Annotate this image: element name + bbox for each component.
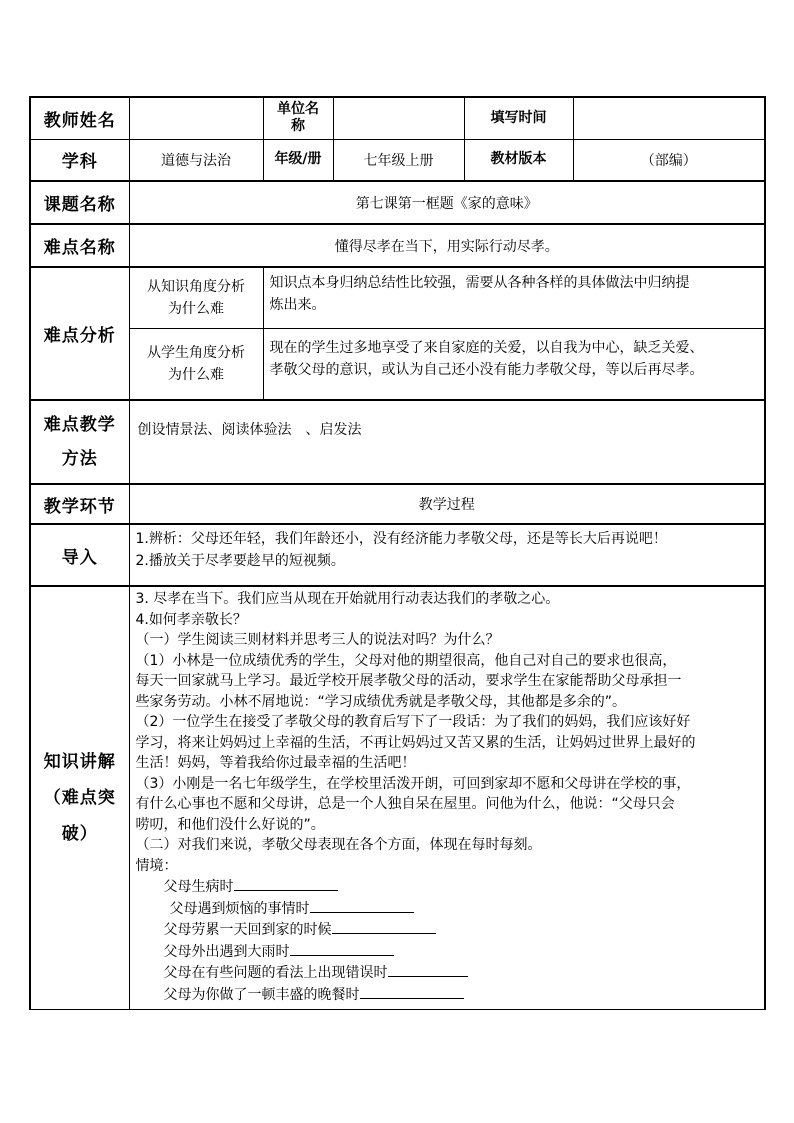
knowledge-angle-label-line2: 为什么难 xyxy=(168,300,224,317)
knowledge-content xyxy=(129,586,765,1010)
fill-time-value[interactable] xyxy=(573,97,765,139)
intro-row xyxy=(30,524,765,586)
scenario-text: 父母为你做了一顿丰盛的晚餐时 xyxy=(163,986,360,1003)
scenario-blank[interactable] xyxy=(310,898,414,913)
student-angle-line: 现在的学生过多地享受了来自家庭的关爱，以自我为中心，缺乏关爱、 xyxy=(269,339,704,356)
scenario-line xyxy=(136,941,759,963)
process-header-row xyxy=(30,484,765,524)
scenario-text: 父母生病时 xyxy=(163,879,234,895)
knowledge-row xyxy=(30,586,765,1010)
scenario-blank[interactable] xyxy=(290,941,394,956)
scenario-text: 父母在有些问题的看法上出现错误时 xyxy=(163,965,388,981)
analysis-knowledge-row xyxy=(30,267,765,328)
scenario-text: 父母遇到烦恼的事情时 xyxy=(169,900,310,917)
analysis-label: 难点分析 xyxy=(30,267,129,400)
intro-label: 导入 xyxy=(30,524,129,586)
knowledge-line: 生活！妈妈，等着我给你过最幸福的生活吧！ xyxy=(135,755,416,771)
knowledge-angle-line: 炼出来。 xyxy=(269,297,326,313)
difficulty-row xyxy=(30,224,765,267)
fill-time-label: 填写时间 xyxy=(464,97,573,139)
knowledge-angle-label xyxy=(129,267,263,328)
knowledge-line: 有什么心事也不愿和父母讲，总是一个人独自呆在屋里。问他为什么，他说：“父母只会 xyxy=(135,796,675,812)
process-label: 教学过程 xyxy=(129,484,765,524)
knowledge-line: 4.如何孝亲敬长？ xyxy=(135,611,247,628)
method-row xyxy=(30,400,765,484)
analysis-student-row xyxy=(30,328,765,400)
unit-name-label-line2: 称 xyxy=(291,118,305,135)
scenario-line xyxy=(136,984,759,1006)
topic-value: 第七课第一框题《家的意味》 xyxy=(129,181,765,224)
student-angle-label-line2: 为什么难 xyxy=(168,366,224,383)
method-label-line2: 方法 xyxy=(61,449,98,469)
subject-value: 道德与法治 xyxy=(129,139,263,181)
knowledge-line: 唠叨，和他们没什么好说的”。 xyxy=(135,816,325,833)
scenario-blank[interactable] xyxy=(332,919,436,934)
teacher-name-label: 教师姓名 xyxy=(30,97,129,139)
method-value: 创设情景法、阅读体验法 、启发法 xyxy=(129,400,765,484)
difficulty-label: 难点名称 xyxy=(30,224,129,267)
knowledge-line: 情境： xyxy=(135,857,178,874)
knowledge-line: （二）对我们来说，孝敬父母表现在各个方面，体现在每时每刻。 xyxy=(135,837,542,853)
knowledge-label xyxy=(30,586,129,1010)
difficulty-value: 懂得尽孝在当下，用实际行动尽孝。 xyxy=(129,224,765,267)
knowledge-angle-label-line1: 从知识角度分析 xyxy=(147,278,245,295)
knowledge-line: （一）学生阅读三则材料并思考三人的说法对吗？为什么？ xyxy=(135,632,500,648)
scenario-text: 父母外出遇到大雨时 xyxy=(163,943,290,960)
subject-label: 学科 xyxy=(30,139,129,181)
subject-row xyxy=(30,139,765,181)
knowledge-line: 些家务劳动。小林不屑地说：“学习成绩优秀就是孝敬父母，其他都是多余的”。 xyxy=(135,693,627,710)
knowledge-line: 每天一回家就马上学习。最近学校开展孝敬父母的活动，要求学生在家能帮助父母承担一 xyxy=(135,673,682,689)
unit-name-label-line1: 单位名 xyxy=(277,101,319,118)
teacher-name-value[interactable] xyxy=(129,97,263,139)
scenario-blank[interactable] xyxy=(388,962,468,977)
intro-line: 2.播放关于尽孝要趁早的短视频。 xyxy=(135,553,345,569)
edition-value: （部编） xyxy=(573,139,765,181)
knowledge-line: 学习，将来让妈妈过上幸福的生活，不再让妈妈过又苦又累的生活，让妈妈过世界上最好的 xyxy=(135,734,696,751)
knowledge-line: （2）一位学生在接受了孝敬父母的教育后写下了一段话：为了我们的妈妈，我们应该好好 xyxy=(135,714,691,730)
knowledge-line: 3. 尽孝在当下。我们应当从现在开始就用行动表达我们的孝敬之心。 xyxy=(135,591,560,607)
method-label-line1: 难点教学 xyxy=(43,415,116,435)
unit-name-value[interactable] xyxy=(333,97,464,139)
lesson-plan-table xyxy=(29,96,766,1010)
knowledge-label-line2: （难点突 xyxy=(43,788,116,808)
knowledge-label-line3: 破） xyxy=(61,824,98,844)
scenario-blank[interactable] xyxy=(360,984,464,999)
knowledge-line: （1）小林是一位成绩优秀的学生，父母对他的期望很高，他自己对自己的要求也很高， xyxy=(135,652,677,669)
knowledge-angle-line: 知识点本身归纳总结性比较强，需要从各种各样的具体做法中归纳提 xyxy=(269,275,690,291)
scenario-blank[interactable] xyxy=(234,876,338,891)
unit-name-label xyxy=(263,97,333,139)
student-angle-text xyxy=(263,328,765,400)
student-angle-label-line1: 从学生角度分析 xyxy=(147,344,245,361)
topic-label: 课题名称 xyxy=(30,181,129,224)
scenario-text: 父母劳累一天回到家的时候 xyxy=(163,922,332,938)
knowledge-label-line1: 知识讲解 xyxy=(43,752,116,772)
grade-label: 年级/册 xyxy=(263,139,333,181)
scenario-line xyxy=(136,898,759,920)
student-angle-label xyxy=(129,328,263,400)
scenario-line xyxy=(136,876,759,898)
knowledge-angle-text xyxy=(263,267,765,328)
intro-line: 1.辨析：父母还年轻，我们年龄还小，没有经济能力孝敬父母，还是等长大后再说吧！ xyxy=(135,531,667,547)
scenario-line xyxy=(136,962,759,984)
grade-value: 七年级上册 xyxy=(333,139,464,181)
teacher-row xyxy=(30,97,765,139)
edition-label: 教材版本 xyxy=(464,139,573,181)
intro-content xyxy=(129,524,765,586)
scenario-line xyxy=(136,919,759,941)
topic-row xyxy=(30,181,765,224)
student-angle-line: 孝敬父母的意识，或认为自己还小没有能力孝敬父母，等以后再尽孝。 xyxy=(269,361,704,378)
knowledge-line: （3）小刚是一名七年级学生，在学校里活泼开朗，可回到家却不愿和父母讲在学校的事， xyxy=(135,775,691,792)
method-label xyxy=(30,400,129,484)
process-stage-label: 教学环节 xyxy=(30,484,129,524)
